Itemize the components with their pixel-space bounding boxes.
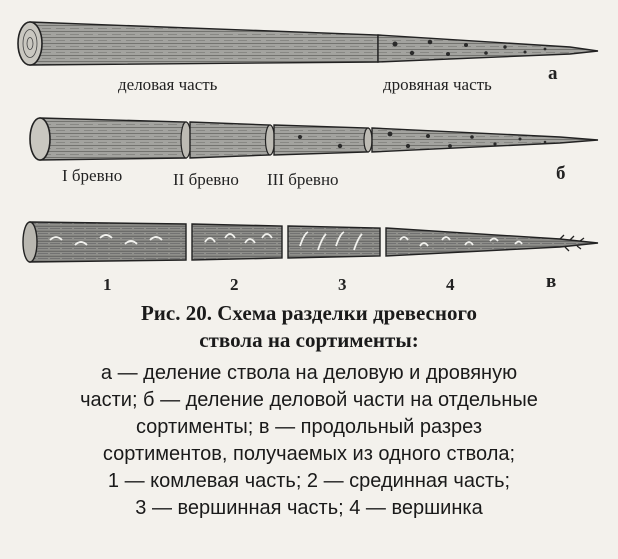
caption-line-2: части; б — деление деловой части на отдельные	[80, 389, 538, 411]
section-4	[386, 228, 598, 256]
figure-caption	[0, 360, 618, 522]
trunk-firewood-part	[378, 35, 598, 62]
label-log-1: I бревно	[62, 166, 123, 185]
figure-title-line-2: ствола на сортименты:	[199, 328, 419, 352]
label-letter-b: б	[556, 163, 566, 184]
figure-title-line-1: Рис. 20. Схема разделки древесного	[140, 301, 477, 325]
caption-line-6: 3 — вершинная часть; 4 — вершинка	[135, 497, 483, 519]
log-1	[40, 118, 186, 160]
trunk-butt-end	[18, 22, 42, 65]
label-letter-v: в	[546, 271, 557, 292]
caption-line-3: сортименты; в — продольный разрез	[135, 416, 483, 438]
trunk-business-part	[30, 22, 378, 65]
log-2	[190, 122, 270, 158]
label-letter-a: а	[548, 63, 558, 84]
caption-line-5: 1 — комлевая часть; 2 — срединная часть;	[107, 470, 511, 492]
log-3	[274, 125, 368, 155]
label-log-3: III бревно	[267, 170, 339, 189]
trunk-row-v	[23, 222, 598, 262]
label-number-1: 1	[103, 275, 112, 294]
trunk-row-a	[18, 22, 598, 65]
log-top	[372, 128, 598, 152]
caption-line-4: сортиментов, получаемых из одного ствола;	[102, 443, 516, 465]
label-number-2: 2	[230, 275, 239, 294]
trunk-row-b	[30, 118, 598, 160]
figure-title	[0, 300, 618, 354]
caption-line-1: а — деление ствола на деловую и дровяную	[100, 362, 518, 384]
label-log-2: II бревно	[173, 170, 239, 189]
label-business-part: деловая часть	[118, 75, 218, 94]
label-firewood-part: дровяная часть	[383, 75, 492, 94]
label-number-3: 3	[338, 275, 347, 294]
section-1	[30, 222, 186, 262]
label-number-4: 4	[446, 275, 455, 294]
